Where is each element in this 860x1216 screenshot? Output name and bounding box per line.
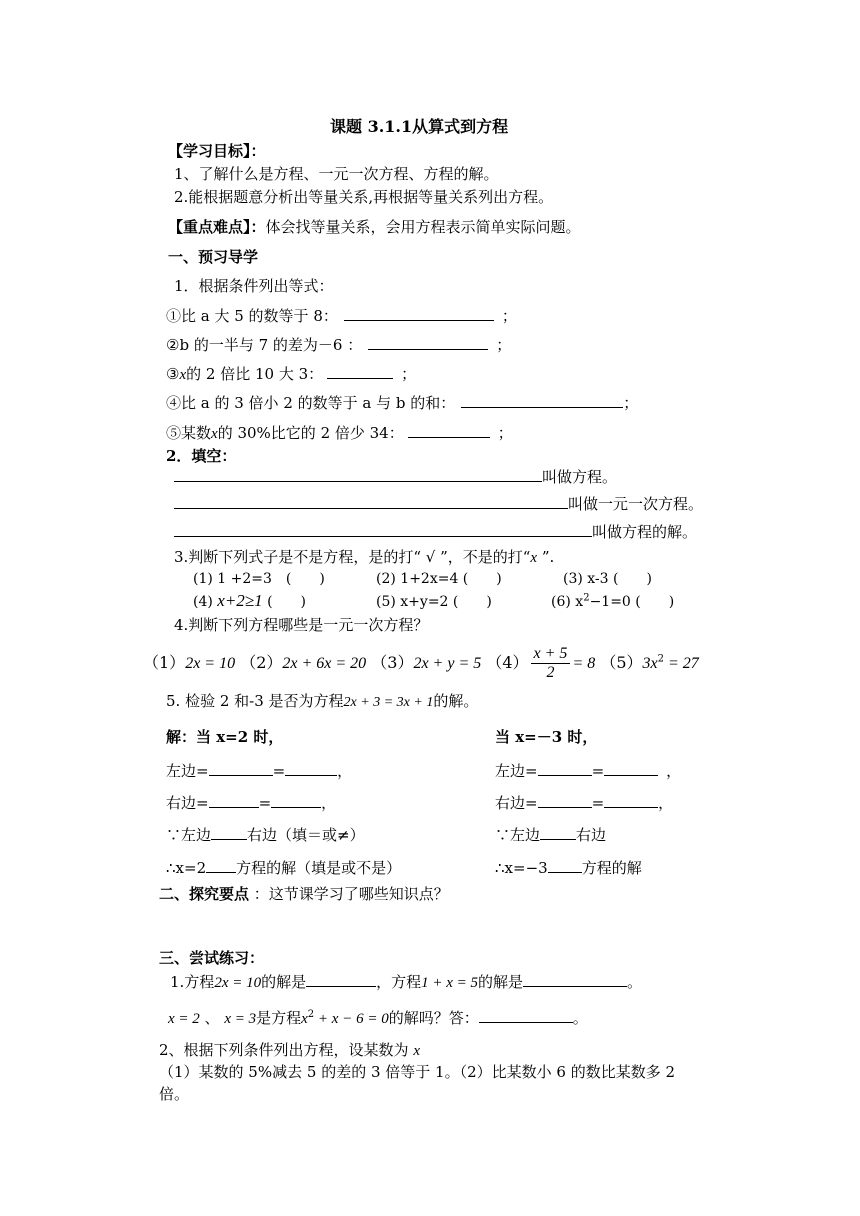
- therefore-prefix: ∴x=−3: [495, 859, 548, 877]
- eq-label: （4）: [486, 653, 529, 672]
- section1-heading: 一、预习导学: [168, 248, 259, 266]
- q1-item-2-text: ②b 的一半与 7 的差为－6 ：: [166, 336, 363, 354]
- practice-2-sep: 、: [199, 1009, 225, 1027]
- eq-label: （3）: [371, 653, 414, 672]
- q5-prompt: [166, 691, 478, 713]
- semicolon: ；: [496, 336, 512, 354]
- answer-blank[interactable]: [604, 793, 658, 808]
- var-x: x: [530, 550, 538, 566]
- objective-2: 2.能根据题意分析出等量关系,再根据等量关系列出方程。: [174, 188, 554, 206]
- q3-r2-paren: ( ): [262, 594, 307, 610]
- answer-blank[interactable]: [306, 972, 376, 987]
- q1-item-5-text: 的 30%比它的 2 倍少 34：: [217, 424, 404, 442]
- answer-blank[interactable]: [604, 761, 658, 776]
- equals: =: [258, 794, 272, 812]
- answer-blank[interactable]: [206, 858, 236, 873]
- objectives-heading: 【学习目标】：: [168, 142, 266, 160]
- practice-3-line-1: （1）某数的 5%减去 5 的差的 3 倍等于 1。（2）比某数小 6 的数比某数多 2: [159, 1063, 676, 1081]
- answer-blank[interactable]: [209, 761, 273, 776]
- comma: ，: [666, 762, 682, 780]
- q5-left-line-2: [166, 793, 336, 813]
- q1-item-4-text: ④比 a 的 3 倍小 2 的数等于 a 与 b 的和：: [166, 394, 456, 412]
- equals: =: [591, 794, 605, 812]
- answer-blank[interactable]: [461, 393, 623, 408]
- practice-2-h: 。: [572, 1009, 588, 1027]
- q2-fill-3: [174, 522, 697, 542]
- q5-equation: 2x + 3 = 3x + 1: [343, 695, 434, 710]
- section2-heading: 二、探究要点: [159, 885, 250, 903]
- q3-row-2-c1: [193, 591, 306, 612]
- answer-blank[interactable]: [368, 335, 488, 350]
- var-x: x: [211, 426, 218, 442]
- q5-prompt-text: 5. 检验 2 和-3 是否为方程: [166, 692, 344, 710]
- because-left: ∵左边: [495, 826, 541, 844]
- practice-1-eq1: 2x = 10: [214, 975, 262, 991]
- practice-1-e: 。: [627, 973, 643, 991]
- practice-3-line-2: 倍。: [159, 1085, 190, 1103]
- q5-left-line-4: [166, 858, 401, 878]
- fraction-denominator: 2: [546, 664, 555, 681]
- practice-1-a: 1.方程: [170, 973, 215, 991]
- answer-blank[interactable]: [344, 306, 494, 321]
- lhs-label: 左边=: [495, 762, 538, 780]
- q3-r2c3-a: (6) x: [551, 594, 584, 610]
- q1-item-3-text: 的 2 倍比 10 大 3：: [186, 365, 324, 383]
- superscript: 2: [583, 592, 590, 604]
- answer-blank[interactable]: [548, 858, 582, 873]
- therefore-suffix: 方程的解（填是或不是）: [236, 859, 402, 877]
- answer-blank[interactable]: [327, 364, 393, 379]
- answer-blank[interactable]: [174, 494, 568, 509]
- q2-fill-1-text: 叫做方程。: [542, 468, 618, 486]
- answer-blank[interactable]: [408, 423, 490, 438]
- q5-right-line-4: [495, 858, 642, 878]
- rhs-label: 右边=: [166, 794, 209, 812]
- practice-3-prompt: [159, 1040, 420, 1061]
- equals: =: [591, 762, 605, 780]
- q2-fill-3-text: 叫做方程的解。: [592, 523, 698, 541]
- comma: ，: [321, 794, 337, 812]
- q3-prompt: [174, 547, 554, 568]
- therefore-prefix: ∴x=2: [166, 859, 207, 877]
- q4-prompt: 4.判断下列方程哪些是一元一次方程？: [174, 616, 429, 634]
- practice-1-c: ，方程: [376, 973, 422, 991]
- answer-blank[interactable]: [538, 793, 592, 808]
- q1-item-3: [166, 364, 416, 385]
- therefore-suffix: 方程的解: [581, 859, 642, 877]
- q1-item-1-text: ①比 a 大 5 的数等于 8：: [166, 307, 338, 325]
- answer-blank[interactable]: [540, 825, 576, 840]
- comma: ，: [658, 794, 674, 812]
- rhs-label: 右边=: [495, 794, 538, 812]
- practice-3-text: 2、根据下列条件列出方程，设某数为: [159, 1041, 414, 1059]
- eq-3: 2x + y = 5: [413, 655, 482, 672]
- practice-2: [168, 1008, 588, 1029]
- keypoints-heading: 【重点难点】：: [168, 218, 266, 236]
- answer-blank[interactable]: [538, 761, 592, 776]
- eq-2: 2x + 6x = 20: [282, 655, 367, 672]
- practice-1: [170, 972, 642, 993]
- q3-r2-expr: x+2≥1: [217, 591, 263, 610]
- q2-prompt: 2．填空：: [166, 447, 237, 465]
- q5-prompt-end: 的解。: [433, 692, 479, 710]
- lhs-label: 左边=: [166, 762, 209, 780]
- answer-blank[interactable]: [209, 793, 259, 808]
- answer-blank[interactable]: [271, 793, 321, 808]
- q3-row-1-c2: (2) 1+2x=4 ( ): [376, 571, 502, 587]
- q3-row-2-c2: (5) x+y=2 ( ): [376, 594, 492, 610]
- q3-prompt-end: ”.: [537, 548, 555, 566]
- objective-1: 1、了解什么是方程、一元一次方程、方程的解。: [174, 165, 499, 183]
- because-right: 右边: [576, 826, 607, 844]
- answer-blank[interactable]: [523, 972, 627, 987]
- superscript: 2: [657, 653, 664, 665]
- q1-item-2: [166, 335, 511, 355]
- eq-4-rhs: = 8: [572, 655, 596, 672]
- q2-fill-2: [174, 494, 703, 514]
- eq-4-fraction: [531, 645, 571, 682]
- keypoints-line: [168, 217, 581, 237]
- eq-label: （2）: [240, 653, 283, 672]
- answer-blank[interactable]: [285, 761, 337, 776]
- q2-fill-2-text: 叫做一元一次方程。: [568, 495, 704, 513]
- eq-5-rhs: = 27: [664, 655, 699, 672]
- q5-right-line-3: [495, 825, 606, 845]
- because-left: ∵左边: [166, 826, 212, 844]
- because-right: 右边（填＝或≠）: [247, 826, 365, 844]
- var-x: x: [179, 367, 187, 383]
- q3-r2-label: (4): [193, 594, 218, 610]
- section3-heading: 三、尝试练习：: [159, 949, 265, 967]
- eq-label: （5）: [600, 653, 643, 672]
- q1-item-1: [166, 306, 517, 326]
- answer-blank[interactable]: [479, 1008, 573, 1023]
- semicolon: ；: [501, 307, 517, 325]
- q5-left-line-3: [166, 825, 365, 845]
- practice-2-d: 是方程: [256, 1009, 302, 1027]
- q3-prompt-text: 3.判断下列式子是不是方程，是的打“ √ ”，不是的打“: [174, 548, 531, 566]
- semicolon: ；: [401, 365, 417, 383]
- keypoints-text: 体会找等量关系，会用方程表示简单实际问题。: [265, 218, 581, 236]
- eq-label: （1）: [143, 653, 186, 672]
- q4-equations: [143, 641, 699, 685]
- superscript: 2: [307, 1009, 315, 1020]
- var-x: x: [413, 1043, 420, 1059]
- q1-item-4: [166, 393, 638, 413]
- practice-2-eq-a: x: [301, 1011, 308, 1027]
- section2-line: [159, 884, 449, 904]
- q2-fill-1: [174, 467, 617, 487]
- semicolon: ；: [623, 394, 639, 412]
- page-title: 课题 3.1.1从算式到方程: [330, 117, 509, 136]
- fraction-numerator: x + 5: [531, 645, 571, 664]
- practice-1-b: 的解是: [261, 973, 307, 991]
- practice-2-x3: x = 3: [224, 1011, 257, 1027]
- q3-row-1-c1: (1) 1 +2=3 ( ): [193, 571, 325, 587]
- q1-item-3-prefix: ③: [166, 365, 180, 383]
- practice-2-x2: x = 2: [168, 1011, 200, 1027]
- practice-2-g: 的解吗？答：: [388, 1009, 479, 1027]
- q5-right-heading: 当 x=－3 时，: [495, 728, 598, 746]
- answer-blank[interactable]: [174, 522, 592, 537]
- q3-row-2-c3: [551, 592, 674, 612]
- practice-1-eq2: 1 + x = 5: [421, 975, 479, 991]
- q3-r2c3-b: −1=0 ( ): [589, 594, 675, 610]
- q1-prompt: 1．根据条件列出等式：: [174, 277, 334, 295]
- section2-text: ：这节课学习了哪些知识点？: [249, 885, 449, 903]
- q5-right-line-1: [495, 761, 681, 781]
- q5-left-heading: 解：当 x=2 时，: [166, 728, 284, 746]
- q1-item-5: [166, 423, 513, 444]
- practice-2-eq-b: + x − 6 = 0: [314, 1011, 389, 1027]
- practice-1-d: 的解是: [478, 973, 524, 991]
- answer-blank[interactable]: [174, 467, 542, 482]
- q1-item-5-prefix: ⑤某数: [166, 424, 212, 442]
- eq-1: 2x = 10: [185, 655, 236, 672]
- equals: =: [272, 762, 286, 780]
- q3-row-1-c3: (3) x-3 ( ): [563, 571, 652, 587]
- answer-blank[interactable]: [211, 825, 247, 840]
- q5-left-line-1: [166, 761, 352, 781]
- q5-right-line-2: [495, 793, 673, 813]
- semicolon: ；: [497, 424, 513, 442]
- comma: ，: [337, 762, 353, 780]
- eq-5: 3x: [642, 655, 658, 672]
